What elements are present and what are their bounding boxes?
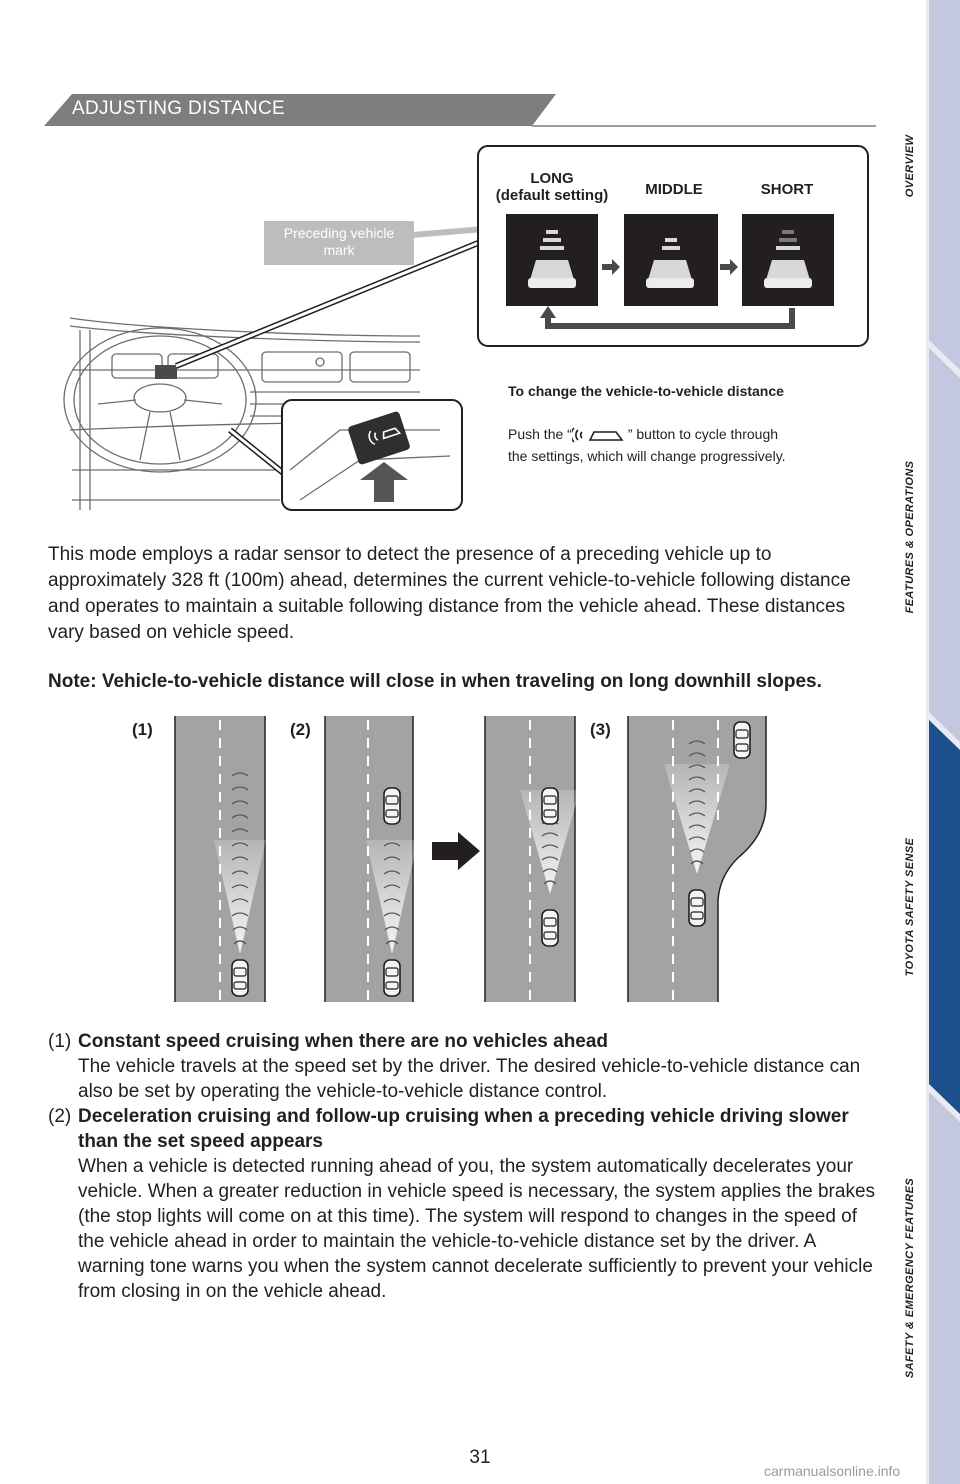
downhill-note: Note: Vehicle-to-vehicle distance will close in when traveling on long downhill slopes. xyxy=(48,671,822,692)
instruction-suffix: ” button to cycle through the settings, which will change progressively. xyxy=(508,426,786,464)
definition-item-2 xyxy=(48,1104,878,1304)
tab-overview[interactable] xyxy=(929,0,960,370)
change-distance-heading: To change the vehicle-to-vehicle distance xyxy=(508,383,784,399)
instruction-prefix: Push the “ xyxy=(508,426,572,442)
intro-paragraph: This mode employs a radar sensor to detect the presence of a preceding vehicle up to approximately 328 ft (100m) ahead, determines the current vehicle-to-vehicle following distance and operates to maintain a suitable following distance from the vehicle ahead. These distances vary based on vehicle speed. xyxy=(48,544,851,643)
scene-label-1: (1) xyxy=(132,720,153,739)
callout-line-2: mark xyxy=(323,242,355,258)
tab-label-tss: TOYOTA SAFETY SENSE xyxy=(904,837,916,977)
definition-body: The vehicle travels at the speed set by the driver. The desired vehicle-to-vehicle distance can also be set by operating the vehicle-to-vehicle distance control. xyxy=(78,1056,861,1102)
preceding-vehicle-mark-callout xyxy=(264,221,414,265)
definition-body: When a vehicle is detected running ahead of you, the system automatically decelerates your vehicle. When a greater reduction in vehicle speed is necessary, the system applies the brakes (the stop lights will come on at this time). The system will respond to changes in the speed of the vehicle ahead in order to maintain the vehicle-to-vehicle distance set by the driver. A warning tone warns you when the system cannot decelerate sufficiently to prevent your vehicle from closing in on the vehicle ahead. xyxy=(78,1156,876,1302)
tab-safety-emergency[interactable] xyxy=(929,1092,960,1484)
tab-label-features: FEATURES & OPERATIONS xyxy=(904,460,916,614)
mode-label-middle: MIDDLE xyxy=(645,181,703,198)
tab-features-operations[interactable] xyxy=(929,348,960,742)
scene-1-road xyxy=(175,716,266,1002)
callout-line-1: Preceding vehicle xyxy=(283,225,395,241)
mode-tile-short xyxy=(742,214,834,306)
mode-label-short: SHORT xyxy=(760,181,814,198)
definitions-list xyxy=(48,1029,878,1304)
scene-label-2: (2) xyxy=(290,720,311,739)
tab-label-safety: SAFETY & EMERGENCY FEATURES xyxy=(904,1177,916,1379)
mode-label-long xyxy=(488,170,616,204)
transition-arrow-icon xyxy=(432,832,480,870)
definition-title: Deceleration cruising and follow-up cruising when a preceding vehicle driving slower than the set speed appears xyxy=(78,1106,849,1152)
mode-tile-middle xyxy=(624,214,718,306)
scene-label-3: (3) xyxy=(590,720,611,739)
definition-number: (1) xyxy=(48,1031,72,1052)
mode-long-default: (default setting) xyxy=(495,187,609,204)
mode-long-name: LONG xyxy=(530,170,574,187)
definition-title: Constant speed cruising when there are no vehicles ahead xyxy=(78,1031,609,1052)
scene-3-road xyxy=(628,716,766,1002)
watermark: carmanualsonline.info xyxy=(764,1463,901,1479)
definition-number: (2) xyxy=(48,1106,72,1127)
scene-2b-road xyxy=(485,716,580,1002)
change-distance-instructions xyxy=(508,423,798,467)
scene-2-road xyxy=(325,716,418,1002)
definition-item-1 xyxy=(48,1029,878,1104)
road-scenes-diagram xyxy=(0,714,960,1014)
mode-tile-long xyxy=(506,214,598,306)
page-number: 31 xyxy=(469,1447,491,1468)
tab-label-overview: OVERVIEW xyxy=(904,134,916,198)
page-title: ADJUSTING DISTANCE xyxy=(72,98,286,119)
distance-button-icon xyxy=(572,426,628,444)
